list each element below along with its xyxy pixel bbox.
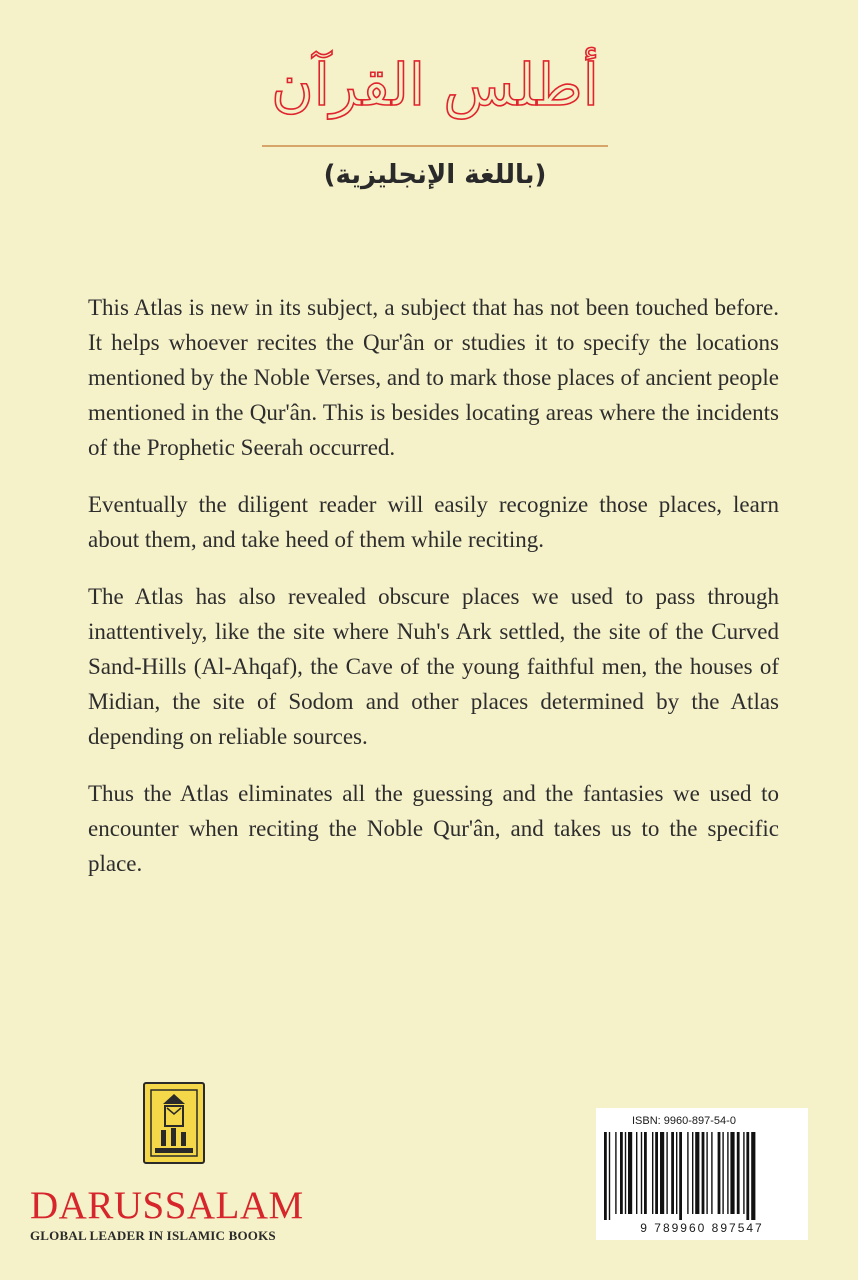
barcode-bar: [718, 1132, 721, 1214]
barcode-bar: [604, 1132, 607, 1220]
barcode-digits: 9 789960 897547: [640, 1221, 764, 1235]
barcode-bar: [727, 1132, 728, 1214]
barcode-panel: [596, 1108, 808, 1240]
barcode-bar: [655, 1132, 658, 1214]
barcode-bar: [628, 1132, 632, 1214]
publisher-name: DARUSSALAM: [30, 1184, 304, 1227]
barcode-bar: [692, 1132, 693, 1214]
barcode-bar: [730, 1132, 734, 1214]
isbn-label: ISBN: 9960-897-54-0: [632, 1115, 736, 1127]
barcode-bar: [636, 1132, 637, 1214]
paragraph-3: The Atlas has also revealed obscure places we used to pass through inattentively, like the site where Nuh's Ark settled, the site of the Curved Sand-Hills (Al-Ahqaf), the Cave of the young faithful men, the houses of Midian, the site of Sodom and other places determined by the Atlas depending on reliable sources.: [88, 584, 779, 749]
barcode-bar: [695, 1132, 699, 1214]
barcode-bar: [615, 1132, 616, 1214]
barcode-bar: [702, 1132, 705, 1214]
barcode-bar: [687, 1132, 688, 1214]
paragraph-4: Thus the Atlas eliminates all the guessing and the fantasies we used to encounter when reciting the Noble Qur'ân, and takes us to the specific place.: [88, 781, 779, 876]
barcode-bar: [609, 1132, 610, 1220]
barcode-bar: [746, 1132, 749, 1220]
barcode-bar: [722, 1132, 723, 1214]
barcode-bar: [751, 1132, 755, 1220]
barcode-bar: [666, 1132, 667, 1214]
barcode-bar: [679, 1132, 682, 1220]
description: [88, 290, 779, 903]
barcode-bar: [711, 1132, 712, 1214]
barcode-bar: [743, 1132, 744, 1214]
barcode-icon: [602, 1132, 802, 1220]
barcode-bar: [625, 1132, 626, 1214]
paragraph-2: Eventually the diligent reader will easily recognize those places, learn about them, and take heed of them while reciting.: [88, 492, 779, 552]
barcode-bar: [676, 1132, 677, 1214]
barcode-bar: [737, 1132, 740, 1214]
paragraph-1: This Atlas is new in its subject, a subject that has not been touched before. It helps whoever recites the Qur'ân or studies it to specify the locations mentioned by the Noble Verses, and to mark those places of ancient people mentioned in the Qur'ân. This is besides locating areas where the incidents of the Prophetic Seerah occurred.: [88, 295, 779, 460]
barcode-bar: [652, 1132, 653, 1214]
title-divider: [262, 145, 608, 147]
barcode-bar: [620, 1132, 623, 1214]
arabic-subtitle: (باللغة الإنجليزية): [323, 160, 547, 190]
barcode-bar: [671, 1132, 674, 1214]
darussalam-logo-icon: [143, 1082, 205, 1164]
arabic-title: أطلس القرآن: [271, 51, 599, 119]
barcode-bar: [706, 1132, 707, 1214]
barcode-bar: [644, 1132, 647, 1214]
barcode-bar: [660, 1132, 664, 1214]
publisher-tagline: GLOBAL LEADER IN ISLAMIC BOOKS: [30, 1228, 276, 1243]
barcode-bar: [641, 1132, 642, 1214]
